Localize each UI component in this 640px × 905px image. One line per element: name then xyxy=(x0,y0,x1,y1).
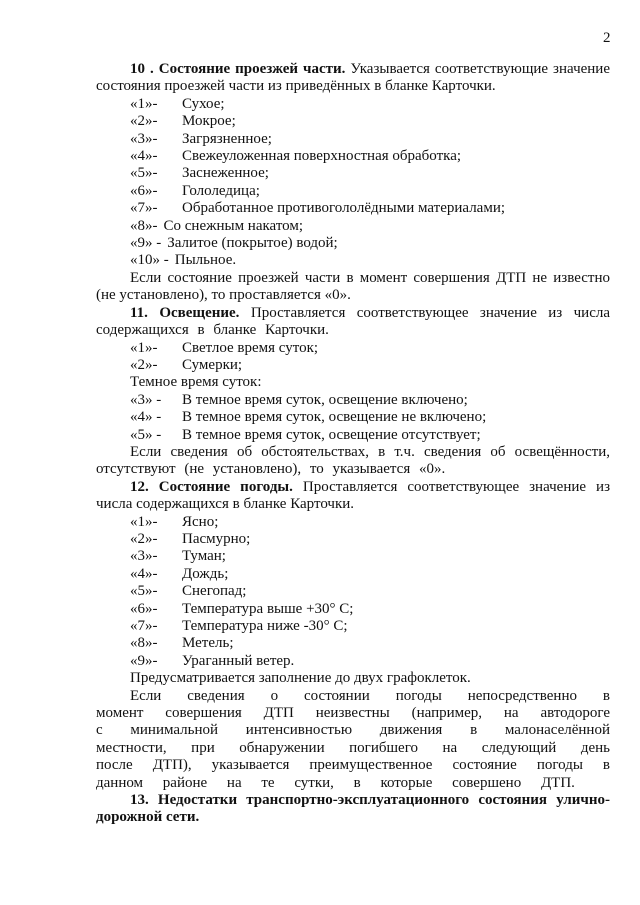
section-11-subheading: Темное время суток: xyxy=(130,374,262,391)
list-item: «4»- Дождь; xyxy=(130,565,229,582)
section-13-heading: 13. Недостатки транспортно-эксплуатационного состояния улично-дорожной сети. xyxy=(96,792,610,826)
section-10-note: Если состояние проезжей части в момент совершения ДТП не известно (не установлено), то проставляется «0». xyxy=(96,269,610,304)
section-12-list xyxy=(96,514,610,671)
list-item: «1»- Светлое время суток; xyxy=(130,339,319,356)
list-item: «3» - В темное время суток, освещение включено; xyxy=(130,391,468,408)
list-item: «5»- Снегопад; xyxy=(130,583,247,600)
list-item: «5»- Заснеженное; xyxy=(130,165,269,182)
section-12-heading: 12. Состояние погоды. xyxy=(130,478,293,495)
list-item: «6»- Температура выше +30° С; xyxy=(130,600,354,617)
section-10-paragraph xyxy=(96,61,610,96)
section-12-note-1: Предусматривается заполнение до двух графоклеток. xyxy=(130,670,471,687)
list-item: «5» - В темное время суток, освещение отсутствует; xyxy=(130,426,481,443)
section-10-list xyxy=(96,96,610,270)
section-10-intro: Указывается соответствующие значение состояния проезжей части из приведённых в бланке Карточки. xyxy=(96,61,610,95)
section-11-intro: Проставляется соответствующее значение из числа содержащихся в бланке Карточки. xyxy=(96,304,610,339)
page-number: 2 xyxy=(603,30,611,46)
document-body xyxy=(96,61,610,827)
list-item: «8»- Метель; xyxy=(130,635,234,652)
list-item: «3»- Загрязненное; xyxy=(130,130,272,147)
list-item: «2»- Пасмурно; xyxy=(130,530,251,547)
list-item: «4» - В темное время суток, освещение не включено; xyxy=(130,409,487,426)
section-12-note-2: Если сведения о состоянии погоды непосредственно в момент совершения ДТП неизвестны (например, на автодороге с минимальной интенсивностью движения в малонаселённой местности, при обнаружении погибшего на следующий день после ДТП), указывается преимущественное состояние погоды в данном районе на те сутки, в которые совершено ДТП. xyxy=(96,687,610,791)
list-item: «3»- Туман; xyxy=(130,548,226,565)
list-item: «7»- Обработанное противогололёдными материалами; xyxy=(130,200,506,217)
section-11-heading: 11. Освещение. xyxy=(130,304,240,321)
list-item: «6»- Гололедица; xyxy=(130,182,260,199)
section-12-intro: Проставляется соответствующее значение из числа содержащихся в бланке Карточки. xyxy=(96,478,611,513)
section-13-paragraph xyxy=(96,792,610,827)
section-11-paragraph xyxy=(96,305,610,340)
list-item: «4»- Свежеуложенная поверхностная обработка; xyxy=(130,148,462,165)
list-item: «10» - Пыльное. xyxy=(130,252,237,269)
section-10-heading: 10 . Состояние проезжей части. xyxy=(130,61,346,77)
list-item: «2»- Мокрое; xyxy=(130,113,236,130)
list-item: «9» - Залитое (покрытое) водой; xyxy=(130,235,338,252)
list-item: «7»- Температура ниже -30° С; xyxy=(130,618,348,634)
list-item: «1»- Ясно; xyxy=(130,513,219,530)
list-item: «9»- Ураганный ветер. xyxy=(130,652,295,669)
list-item: «1»- Сухое; xyxy=(130,95,225,112)
section-11-note: Если сведения об обстоятельствах, в т.ч. сведения об освещённости, отсутствуют (не установлено), то указывается «0». xyxy=(96,443,610,478)
list-item: «2»- Сумерки; xyxy=(130,356,243,373)
section-11-list xyxy=(96,340,610,444)
section-12-paragraph xyxy=(96,479,610,514)
list-item: «8»- Со снежным накатом; xyxy=(130,217,304,234)
